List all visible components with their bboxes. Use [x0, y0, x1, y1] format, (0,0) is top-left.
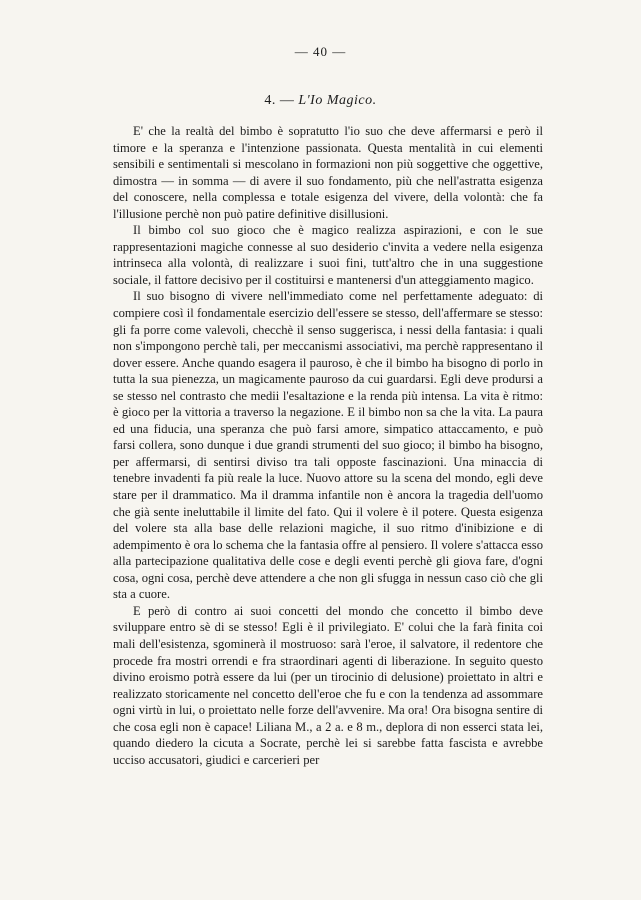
page-number: — 40 — [294, 44, 347, 59]
paragraph: Il suo bisogno di vivere nell'immediato come nel perfettamente adeguato: di compiere così il fondamentale esercizio dell'essere se stesso, dell'affermare se stesso: gli fa porre come valevoli, checchè il senso suggerisca, i nessi della fantasia: i quali non s'impongono perchè tali, per meccanismi associativi, ma perchè rappresentano il dover essere. Anche quando esagera il pauroso, è che il bimbo ha bisogno di porlo in tutta la sua pienezza, un magicamente pauroso da cui guardarsi. Egli deve prodursi a se stesso nel contrasto che medii l'esaltazione e la renda più intensa. La vita è ritmo: è gioco per la vittoria a traverso la negazione. E il bimbo non sa che la vita. La paura ed una fiducia, una speranza che può farsi amore, simpatico attaccamento, e può farsi collera, sono dunque i due grandi strumenti del suo gioco; il bimbo ha bisogno, per affermarsi, di sentirsi diviso tra tali opposte fascinazioni. Una minaccia di tenebre invadenti fa più reale la luce. Nuovo attore su la scena del mondo, egli deve stare per il drammatico. Ma il dramma infantile non è ancora la tragedia dell'uomo che già sente ineluttabile il limite del fato. Qui il volere è il potere. Questa esigenza del volere sta alla base delle relazioni magiche, il suo ritmo d'inibizione e di adempimento è ora lo schema che la fantasia offre al pensiero. Il volere s'attacca esso alla partecipazione qualitativa delle cose e degli eventi perchè gli giova fare, d'ogni cosa, ogni cosa, perchè deve attendere a che non gli sfugga in nessun caso ciò che gli sta a cuore. [113, 289, 543, 602]
section-heading [0, 93, 641, 109]
body-text [113, 123, 543, 768]
paragraph: Il bimbo col suo gioco che è magico realizza aspirazioni, e con le sue rappresentazioni magiche connesse al suo desiderio c'invita a vedere nella esigenza intrinseca alla volontà, di realizzare i suoi fini, tutt'altro che in una suggestione sociale, il fattore decisivo per il costituirsi e mantenersi d'un atteggiamento magico. [113, 223, 543, 287]
paragraph: E però di contro ai suoi concetti del mondo che concetto il bimbo deve sviluppare entro sè di se stesso! Egli è il privilegiato. E' colui che la farà finita coi mali dell'esistenza, sgominerà il mostruoso: sarà l'eroe, il salvatore, il redentore che procede fra mostri orrendi e fra straordinari agenti di liberazione. In seguito questo divino eroismo potrà essere da lui (per un tirocinio di delusione) proiettato in altri e realizzato storicamente nel concetto dell'eroe che fu e con la tendenza ad assommare ogni virtù in lui, o proiettato nelle forze dell'avvenire. Ma ora! Ora bisogna sentire di che cosa egli non è capace! Liliana M., a 2 a. e 8 m., deplora di non esserci stata lei, quando diedero la cicuta a Socrate, perchè lei si sarebbe fatta fascista e avrebbe ucciso accusatori, giudici e carcerieri per [113, 603, 543, 767]
paragraph: E' che la realtà del bimbo è sopratutto l'io suo che deve affermarsi e però il timore e la speranza e l'intenzione passionata. Questa mentalità in cui elementi sensibili e sentimentali si mescolano in formazioni non più soggettive che oggettive, dimostra — in somma — di avere il suo fondamento, più che nell'astratta esigenza del conoscere, nella complessa e totale esigenza del vivere, della volontà: che fa l'illusione perchè non può patire definitive disillusioni. [113, 124, 543, 221]
section-title: L'Io Magico. [298, 93, 377, 108]
section-number: 4. — [264, 93, 295, 108]
